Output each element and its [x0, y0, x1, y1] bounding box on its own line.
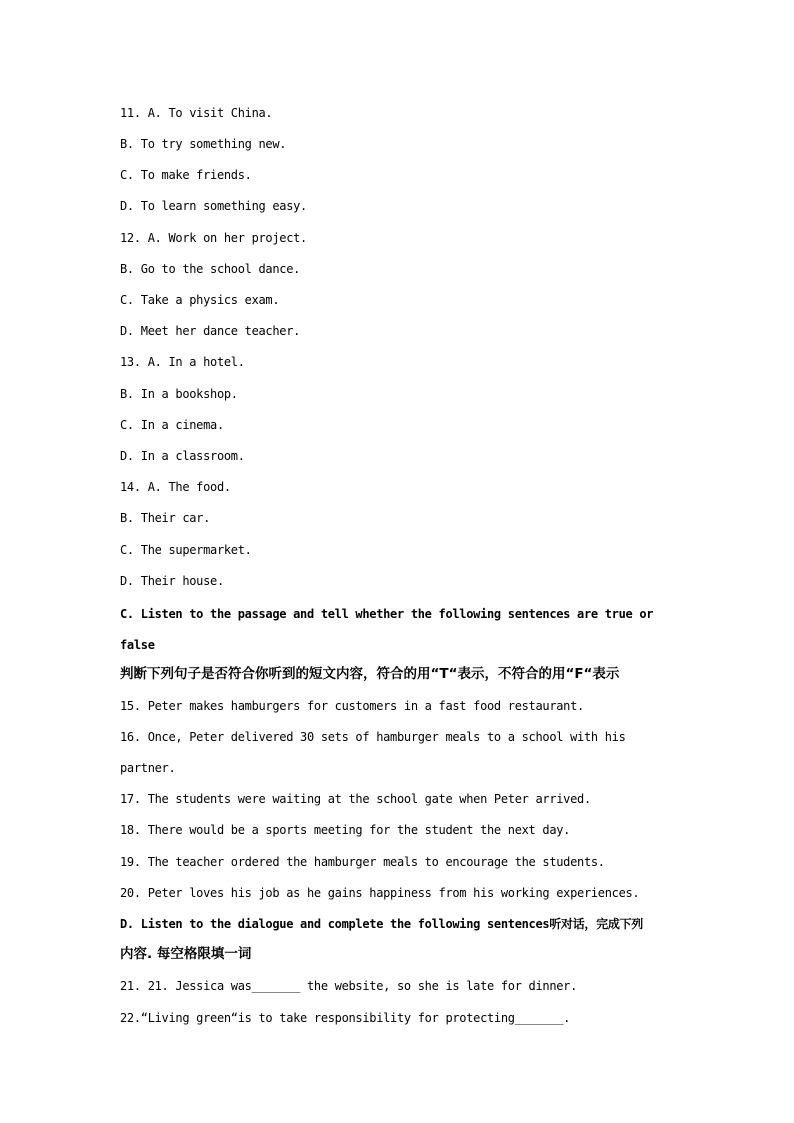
q13-option-d: D. In a classroom. [120, 449, 245, 463]
q12-option-d: D. Meet her dance teacher. [120, 324, 301, 338]
statement-16: 16. Once, Peter delivered 30 sets of hamburger meals to a school with his [120, 730, 626, 744]
statement-16-cont: partner. [120, 761, 176, 775]
statement-19: 19. The teacher ordered the hamburger meals to encourage the students. [120, 855, 605, 869]
section-c-heading: C. Listen to the passage and tell whether the following sentences are true or [120, 607, 654, 621]
statement-17: 17. The students were waiting at the school gate when Peter arrived. [120, 792, 591, 806]
section-d-heading: D. Listen to the dialogue and complete the following sentences听对话，完成下列 [120, 917, 643, 931]
section-c-heading-cont: false [120, 638, 155, 652]
q11-option-a: 11. A. To visit China. [120, 106, 273, 120]
q14-option-d: D. Their house. [120, 574, 224, 588]
q14-option-a: 14. A. The food. [120, 480, 231, 494]
q14-option-b: B. Their car. [120, 511, 211, 525]
q13-option-a: 13. A. In a hotel. [120, 355, 245, 369]
statement-20: 20. Peter loves his job as he gains happiness from his working experiences. [120, 886, 640, 900]
q11-option-c: C. To make friends. [120, 168, 252, 182]
statement-18: 18. There would be a sports meeting for the student the next day. [120, 823, 571, 837]
q12-option-b: B. Go to the school dance. [120, 262, 301, 276]
statement-15: 15. Peter makes hamburgers for customers in a fast food restaurant. [120, 699, 584, 713]
q13-option-c: C. In a cinema. [120, 418, 224, 432]
q12-option-a: 12. A. Work on her project. [120, 231, 307, 245]
question-21: 21. 21. Jessica was_______ the website, so she is late for dinner. [120, 979, 578, 993]
q14-option-c: C. The supermarket. [120, 543, 252, 557]
question-22: 22.“Living green“is to take responsibility for protecting_______. [120, 1011, 571, 1025]
section-d-heading-cont: 内容. 每空格限填一词 [120, 946, 252, 962]
q13-option-b: B. In a bookshop. [120, 387, 238, 401]
q11-option-d: D. To learn something easy. [120, 199, 307, 213]
q12-option-c: C. Take a physics exam. [120, 293, 280, 307]
section-c-instructions: 判断下列句子是否符合你听到的短文内容，符合的用“T“表示，不符合的用“F“表示 [120, 666, 620, 682]
q11-option-b: B. To try something new. [120, 137, 287, 151]
